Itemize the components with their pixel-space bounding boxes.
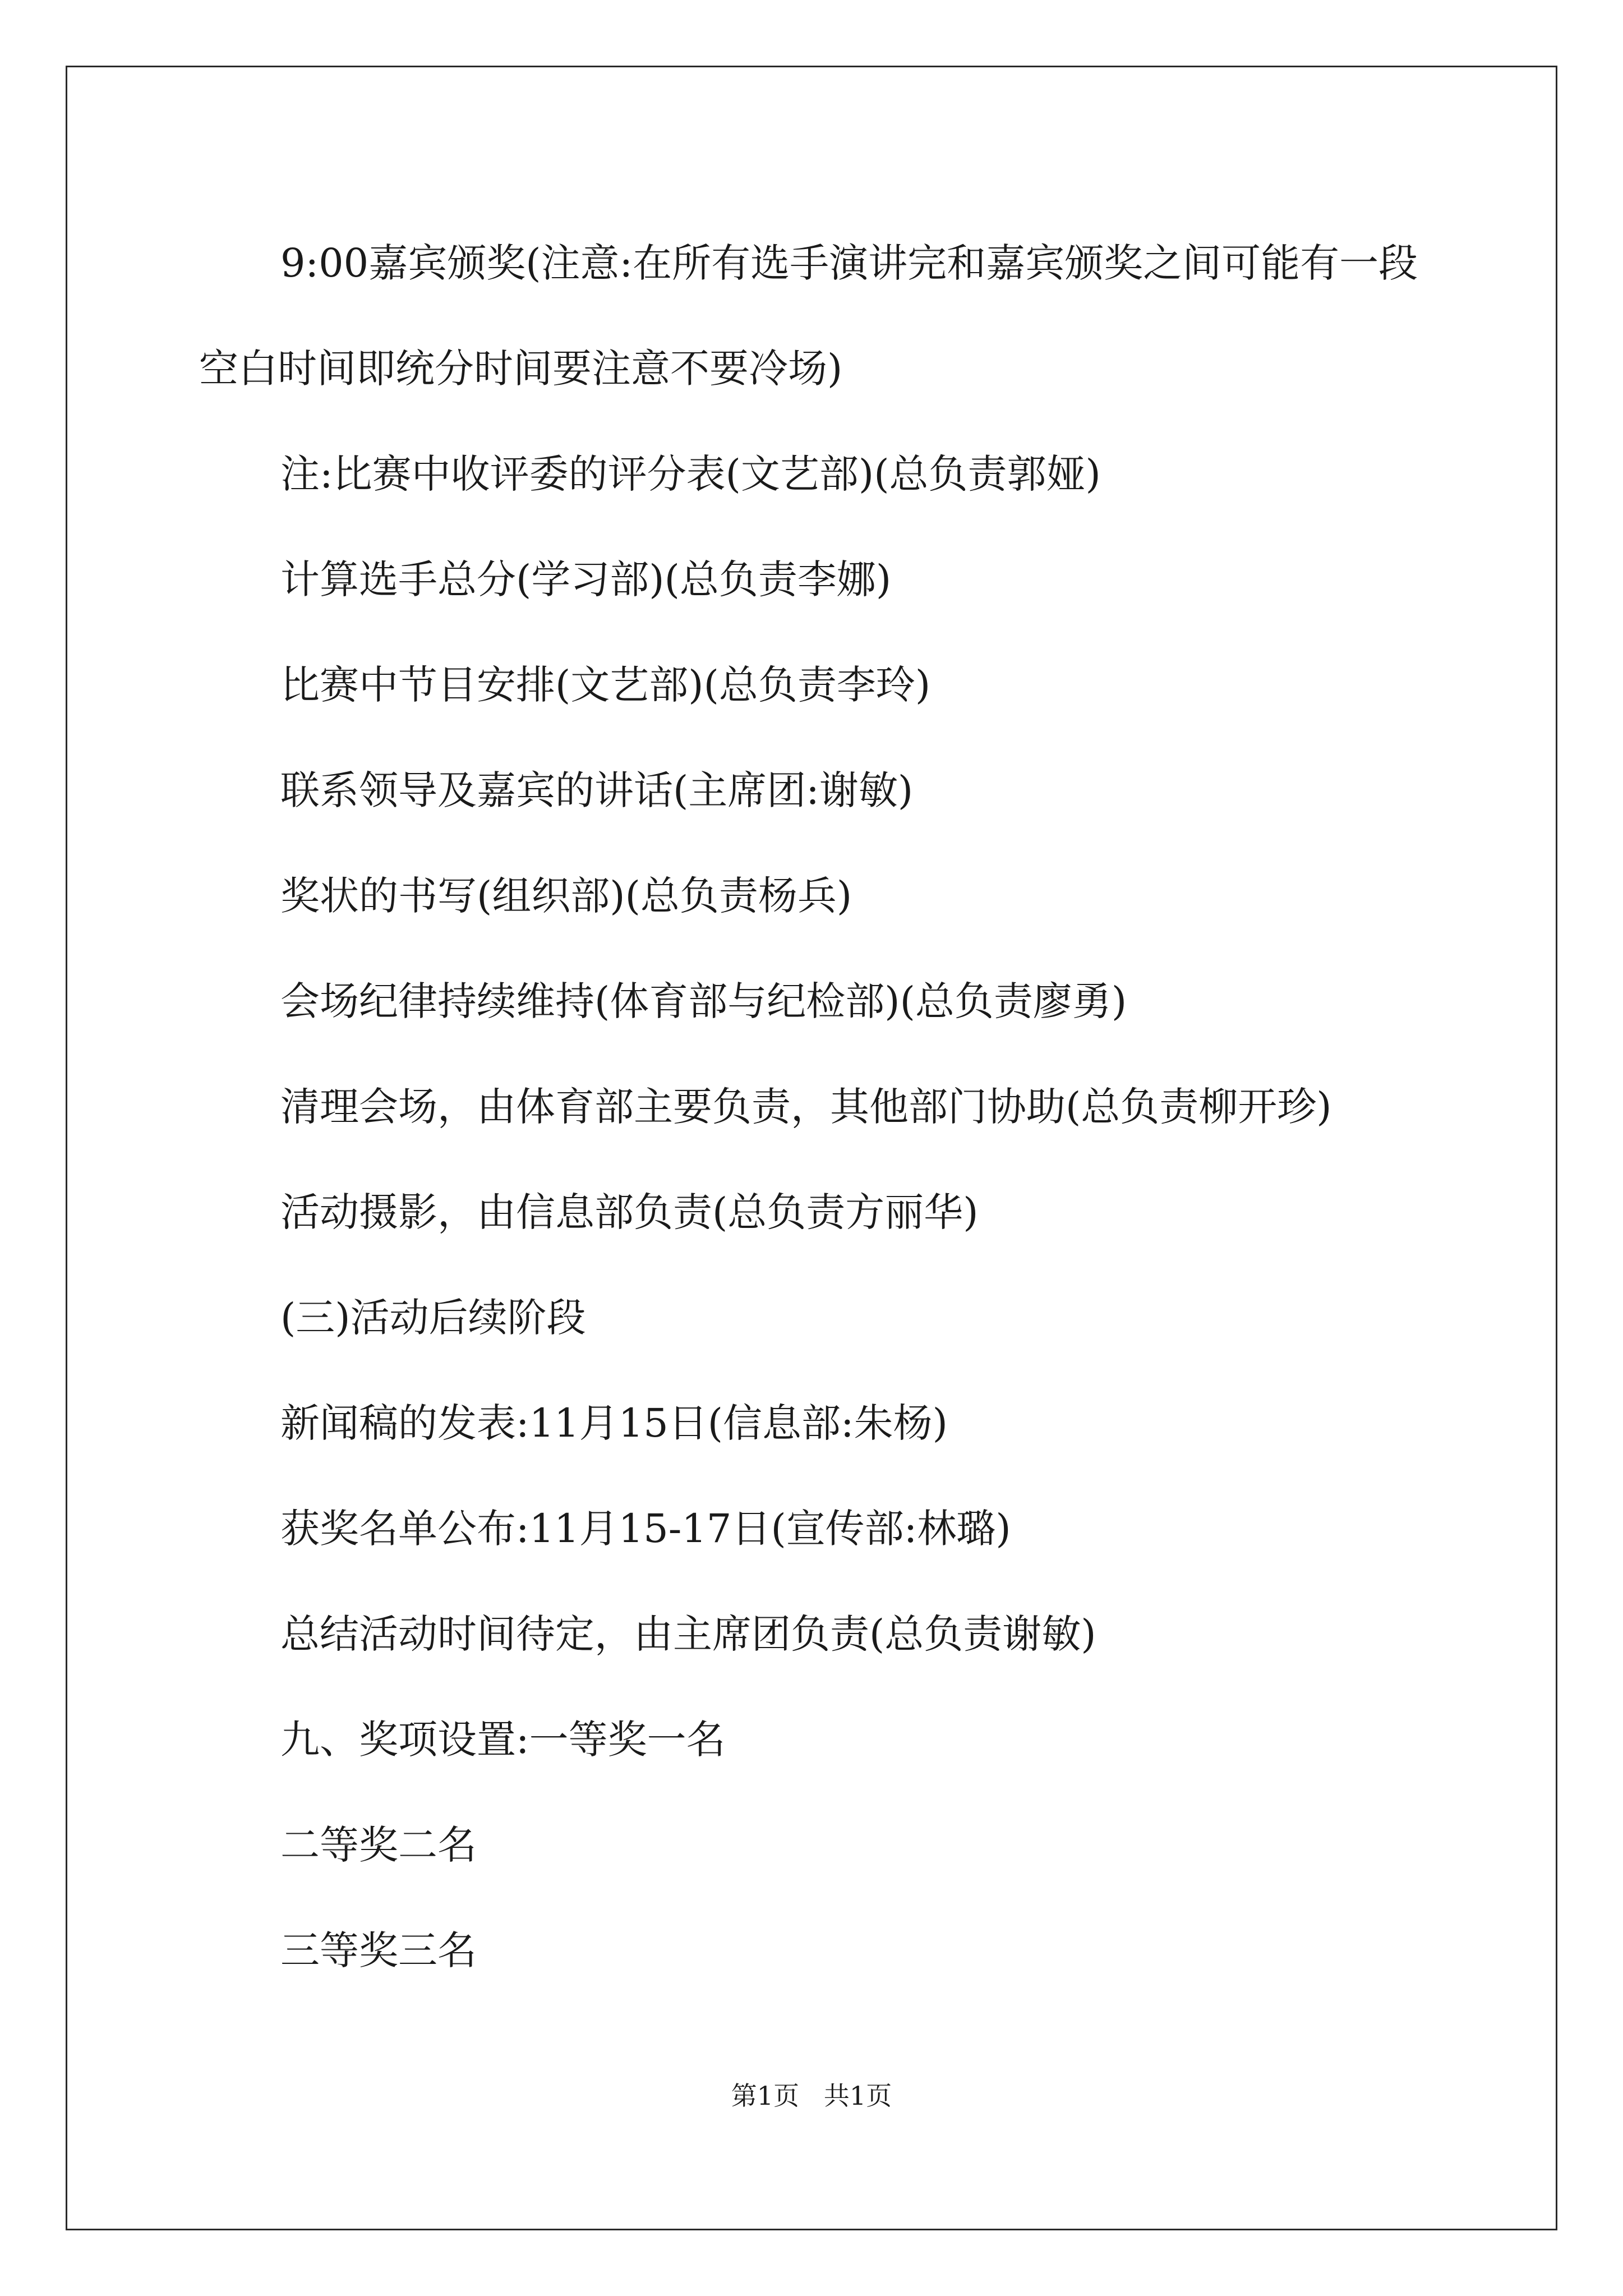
section-heading-followup: (三)活动后续阶段: [280, 1295, 586, 1341]
document-body: [199, 210, 1450, 2003]
paragraph-awards-first: 九、奖项设置:一等奖一名: [280, 1717, 726, 1763]
paragraph-program-arrangement: 比赛中节目安排(文艺部)(总负责李玲): [280, 662, 931, 708]
paragraph-total-scores: 计算选手总分(学习部)(总负责李娜): [280, 556, 892, 602]
paragraph-award-ceremony: 9:00嘉宾颁奖(注意:在所有选手演讲完和嘉宾颁奖之间可能有一段空白时间即统分时间要注意不要冷场): [199, 240, 1418, 392]
paragraph-certificate-writing: 奖状的书写(组织部)(总负责杨兵): [280, 873, 852, 919]
paragraph-summary: 总结活动时间待定，由主席团负责(总负责谢敏): [280, 1611, 1096, 1657]
paragraph-winner-list: 获奖名单公布:11月15-17日(宣传部:林璐): [280, 1506, 1011, 1552]
paragraph-leader-speech: 联系领导及嘉宾的讲话(主席团:谢敏): [280, 767, 914, 813]
paragraph-venue-cleanup: 清理会场，由体育部主要负责，其他部门协助(总负责柳开珍): [280, 1084, 1332, 1130]
paragraph-judge-scores: 注:比赛中收评委的评分表(文艺部)(总负责郭娅): [280, 451, 1101, 497]
page-number-footer: 第1页 共1页: [731, 2081, 892, 2111]
paragraph-photography: 活动摄影，由信息部负责(总负责方丽华): [280, 1189, 979, 1235]
paragraph-news-release: 新闻稿的发表:11月15日(信息部:朱杨): [280, 1400, 948, 1446]
paragraph-awards-third: 三等奖三名: [280, 1927, 477, 1973]
paragraph-awards-second: 二等奖二名: [280, 1822, 477, 1868]
paragraph-venue-discipline: 会场纪律持续维持(体育部与纪检部)(总负责廖勇): [280, 978, 1127, 1024]
